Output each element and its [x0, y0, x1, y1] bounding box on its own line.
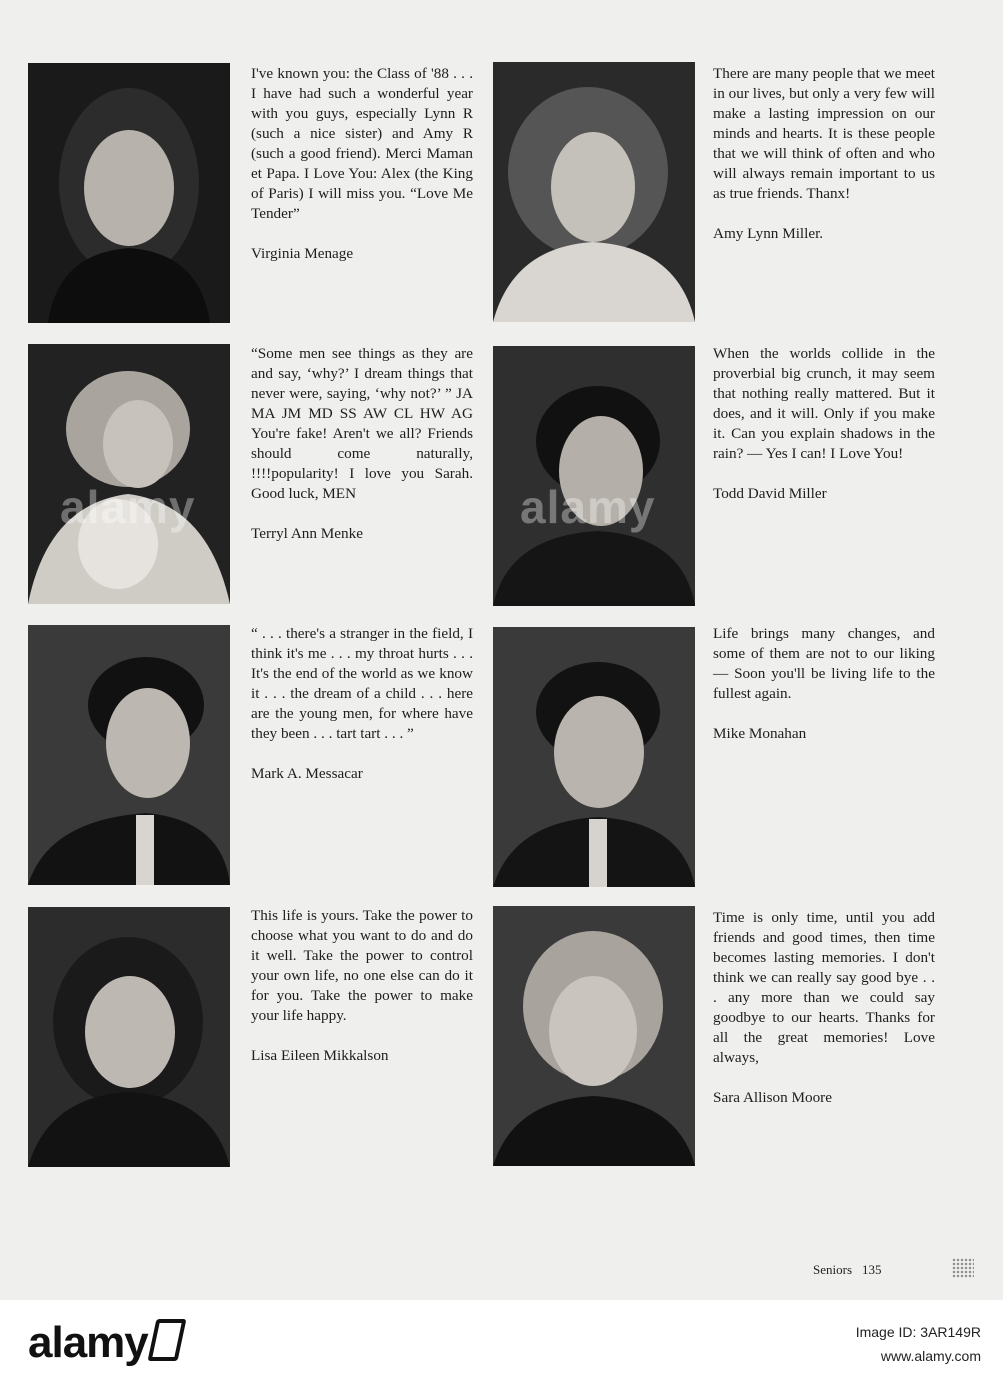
entry-lisa-eileen-mikkalson — [251, 906, 473, 1066]
portrait-terryl-ann-menke — [28, 344, 230, 604]
student-name: Mike Monahan — [713, 725, 807, 742]
entry-terryl-ann-menke — [251, 344, 473, 544]
brand-wordmark: alamy — [28, 1318, 148, 1367]
student-name: Virginia Menage — [251, 245, 354, 262]
student-name: Sara Allison Moore — [713, 1089, 832, 1106]
entry-quote: I've known you: the Class of '88 . . . I have had such a wonderful year with you guys, especially Lynn R (such a nice sister) and Amy R (such a good friend). Merci Maman et Papa. I Love You: Alex (the King of Paris) I will miss you. “Love Me Tender” — [251, 65, 473, 222]
entry-quote: This life is yours. Take the power to choose what you want to do and do it well. Take the power to control your own life, no one else can do it for you. Take the power to make your life happy. — [251, 907, 473, 1024]
entry-amy-lynn-miller — [713, 64, 935, 244]
entry-quote: There are many people that we meet in our lives, but only a very few will make a lasting impression on our minds and hearts. It is these people that we will think of often and who will always remain important to us as true friends. Thanx! — [713, 65, 935, 202]
entry-quote: “Some men see things as they are and say, ‘why?’ I dream things that never were, saying, ‘why not?’ ” JA MA JM MD SS AW CL HW AG You're fake! Aren't we all? Friends should come naturally, !!!!popularity! I love you Sarah. Good luck, MEN — [251, 345, 473, 502]
watermark: alamy — [520, 481, 656, 533]
site-url: www.alamy.com — [880, 1348, 981, 1364]
entry-todd-david-miller — [713, 344, 935, 504]
portrait-mike-monahan — [493, 627, 695, 887]
stock-brand — [28, 1318, 182, 1368]
entry-quote: When the worlds collide in the proverbial big crunch, it may seem that nothing really mattered. But it does, and it will. Only if you make it. Can you explain shadows in the rain? — Yes I can! I Love You! — [713, 345, 935, 462]
watermark: alamy — [60, 481, 196, 533]
student-name: Mark A. Messacar — [251, 765, 363, 782]
brand-logo-icon — [147, 1319, 186, 1361]
portrait-sara-allison-moore — [493, 906, 695, 1166]
page-footer — [813, 1262, 892, 1278]
image-id: Image ID: 3AR149R — [855, 1324, 981, 1340]
entry-quote: Life brings many changes, and some of them are not to our liking — Soon you'll be living life to the fullest again. — [713, 625, 935, 702]
student-name: Amy Lynn Miller. — [713, 225, 824, 242]
section-label: Seniors — [813, 1262, 852, 1277]
student-name: Terryl Ann Menke — [251, 525, 363, 542]
portrait-amy-lynn-miller — [493, 62, 695, 322]
student-name: Todd David Miller — [713, 485, 827, 502]
portrait-mark-a-messacar — [28, 625, 230, 885]
entry-virginia-menage — [251, 64, 473, 264]
stock-info — [856, 1320, 981, 1368]
entry-quote: Time is only time, until you add friends and good times, then time becomes lasting memories. I don't think we can really say good bye . . . any more than we could say goodbye to our hearts. Thanks for all the great memories! Love always, — [713, 909, 935, 1066]
entry-sara-allison-moore — [713, 908, 935, 1108]
portrait-virginia-menage — [28, 63, 230, 323]
entry-quote: “ . . . there's a stranger in the field, I think it's me . . . my throat hurts . . . It's the end of the world as we know it . . . the dream of a child . . . here are the young men, for where have they been . . . tart tart . . . ” — [251, 625, 473, 742]
entry-mark-a-messacar — [251, 624, 473, 784]
student-name: Lisa Eileen Mikkalson — [251, 1047, 389, 1064]
stock-strip — [0, 1300, 1003, 1390]
entry-mike-monahan — [713, 624, 935, 744]
page-number: 135 — [862, 1262, 882, 1277]
portrait-lisa-eileen-mikkalson — [28, 907, 230, 1167]
portrait-todd-david-miller — [493, 346, 695, 606]
page-ornament — [952, 1258, 974, 1278]
